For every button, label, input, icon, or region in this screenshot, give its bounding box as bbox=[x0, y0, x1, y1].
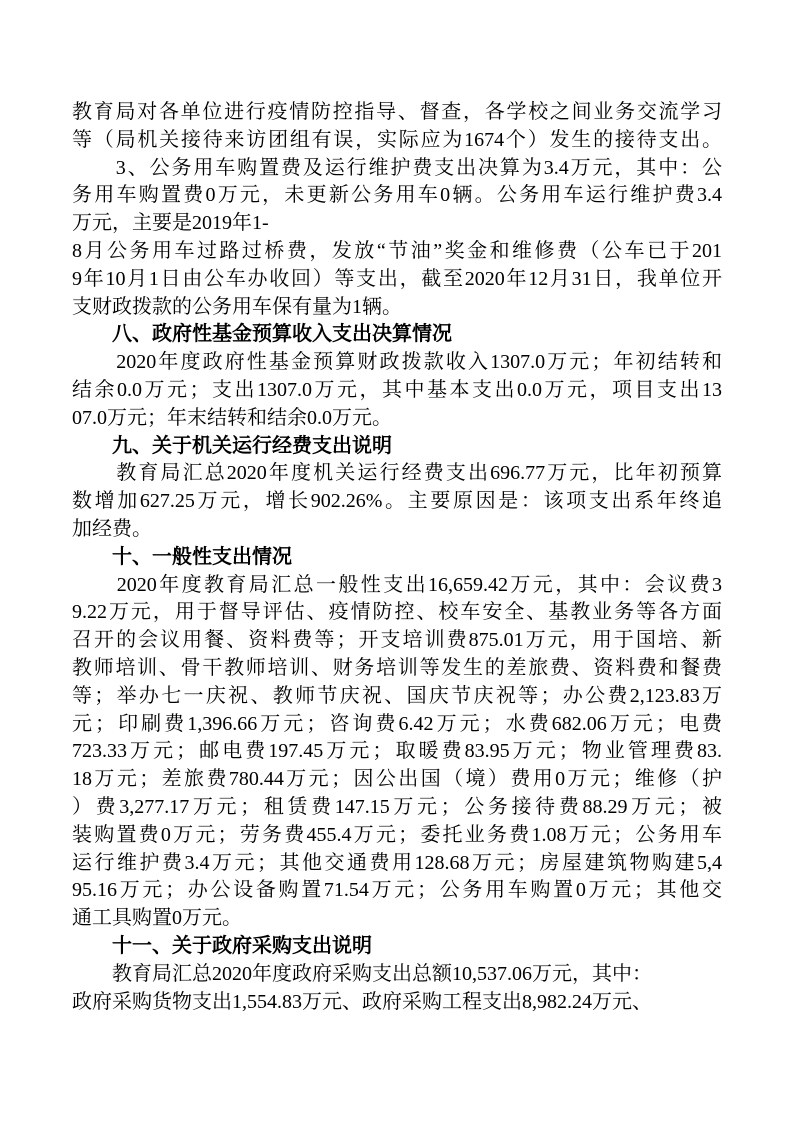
text-line: 支财政拨款的公务用车保有量为1辆。 bbox=[72, 295, 402, 318]
text-line: 8月公务用车过路过桥费，发放“节油”奖金和维修费（公车已于201 bbox=[72, 239, 722, 262]
text-line: 18万元；差旅费780.44万元；因公出国（境）费用0万元；维修（护 bbox=[72, 768, 722, 791]
text-line: 等（局机关接待来访团组有误，实际应为1674个）发生的接待支出。 bbox=[72, 128, 722, 151]
document-body bbox=[72, 99, 722, 1016]
text-line: 2020年度教育局汇总一般性支出16,659.42万元，其中：会议费3 bbox=[72, 573, 722, 596]
text-line: 加经费。 bbox=[72, 517, 152, 540]
text-line: 3、公务用车购置费及运行维护费支出决算为3.4万元，其中：公 bbox=[72, 156, 722, 179]
text-line: 教育局汇总2020年度政府采购支出总额10,537.06万元，其中： bbox=[72, 962, 652, 985]
section-heading-9: 九、关于机关运行经费支出说明 bbox=[72, 434, 392, 457]
text-line: 9年10月1日由公车办收回）等支出，截至2020年12月31日，我单位开 bbox=[72, 267, 722, 290]
text-line: 95.16万元；办公设备购置71.54万元；公务用车购置0万元；其他交 bbox=[72, 879, 722, 902]
section-heading-8: 八、政府性基金预算收入支出决算情况 bbox=[72, 323, 452, 346]
text-line: 等；举办七一庆祝、教师节庆祝、国庆节庆祝等；办公费2,123.83万 bbox=[72, 684, 722, 707]
text-line: 9.22万元，用于督导评估、疫情防控、校车安全、基教业务等各方面 bbox=[72, 601, 722, 624]
text-line: 结余0.0万元；支出1307.0万元，其中基本支出0.0万元，项目支出13 bbox=[72, 378, 722, 401]
text-line: 运行维护费3.4万元；其他交通费用128.68万元；房屋建筑物购建5,4 bbox=[72, 851, 722, 874]
text-line: 政府采购货物支出1,554.83万元、政府采购工程支出8,982.24万元、 bbox=[72, 990, 652, 1013]
text-line: 07.0万元；年末结转和结余0.0万元。 bbox=[72, 406, 392, 429]
section-heading-10: 十、一般性支出情况 bbox=[72, 545, 292, 568]
text-line: 装购置费0万元；劳务费455.4万元；委托业务费1.08万元；公务用车 bbox=[72, 823, 722, 846]
text-line: 教师培训、骨干教师培训、财务培训等发生的差旅费、资料费和餐费 bbox=[72, 656, 722, 679]
text-line: 召开的会议用餐、资料费等；开支培训费875.01万元，用于国培、新 bbox=[72, 629, 722, 652]
text-line: ）费3,277.17万元；租赁费147.15万元；公务接待费88.29万元；被 bbox=[72, 795, 722, 818]
section-heading-11: 十一、关于政府采购支出说明 bbox=[72, 934, 372, 957]
text-line: 通工具购置0万元。 bbox=[72, 907, 242, 930]
text-line: 教育局对各单位进行疫情防控指导、督查，各学校之间业务交流学习 bbox=[72, 101, 722, 123]
text-line: 元；印刷费1,396.66万元；咨询费6.42万元；水费682.06万元；电费 bbox=[72, 712, 722, 735]
text-line: 教育局汇总2020年度机关运行经费支出696.77万元，比年初预算 bbox=[72, 462, 722, 485]
text-line: 2020年度政府性基金预算财政拨款收入1307.0万元；年初结转和 bbox=[72, 351, 722, 374]
text-line: 万元，主要是2019年1- bbox=[72, 212, 269, 235]
text-line: 务用车购置费0万元，未更新公务用车0辆。公务用车运行维护费3.4 bbox=[72, 184, 722, 207]
text-line: 723.33万元；邮电费197.45万元；取暖费83.95万元；物业管理费83. bbox=[72, 740, 722, 763]
text-line: 数增加627.25万元，增长902.26%。主要原因是：该项支出系年终追 bbox=[72, 490, 722, 513]
